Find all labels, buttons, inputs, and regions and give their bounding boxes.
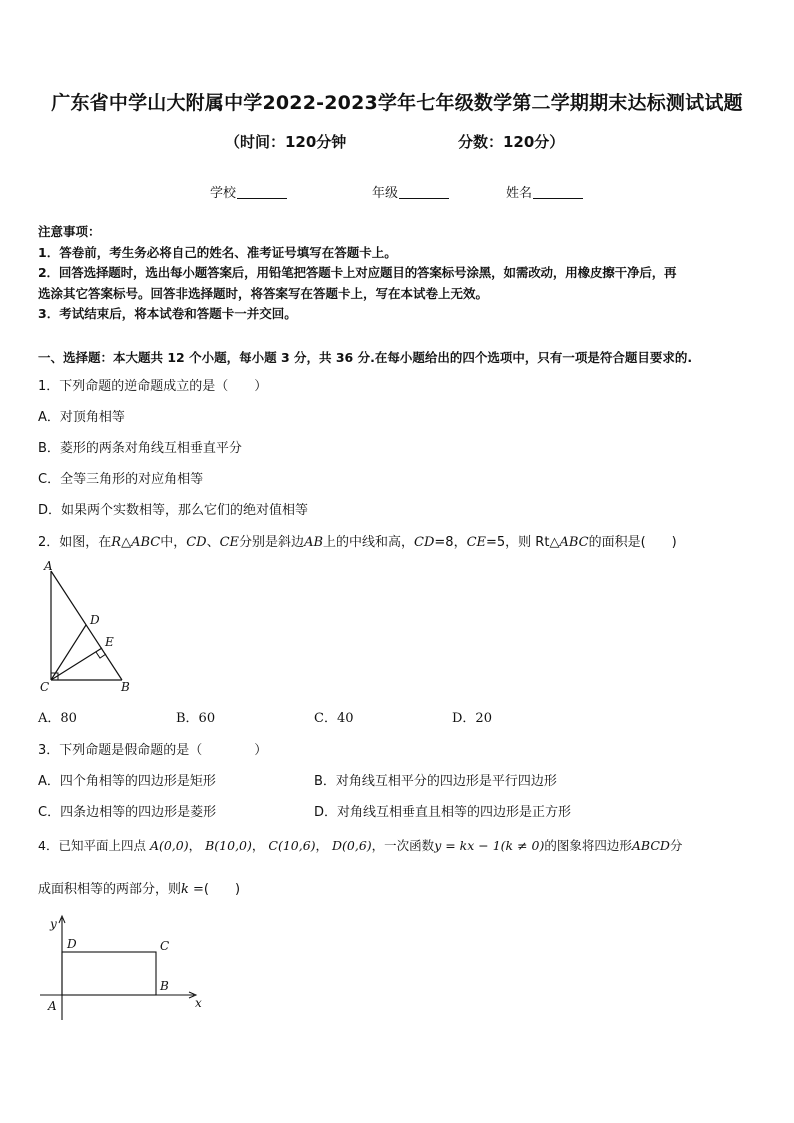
q2-math: AB [304, 535, 324, 550]
exam-score: 分数：120分） [458, 133, 565, 151]
q2-text: 上的中线和高， [323, 535, 415, 550]
q1-option-b: B．菱形的两条对角线互相垂直平分 [38, 441, 242, 456]
school-blank [237, 186, 287, 199]
label-x: x [195, 996, 202, 1010]
note-item: 选涂其它答案标号。回答非选择题时，将答案写在答题卡上，写在本试卷上无效。 [38, 285, 489, 301]
q4-text: ，一次函数 [371, 838, 435, 853]
school-label: 学校 [210, 186, 237, 201]
q2-triangle-figure [36, 558, 146, 698]
name-field [506, 182, 583, 201]
q4-point-a: A(0,0) [149, 838, 189, 853]
grade-field [372, 182, 449, 201]
q1-option-c: C．全等三角形的对应角相等 [38, 472, 204, 487]
q4-point-b: B(10,0) [205, 838, 252, 853]
q4-stem-line1: 4．已知平面上四点 A(0,0)， B(10,0)， C(10,6)， D(0,6)，一次函数y = kx − 1(k ≠ 0)的图象将四边形ABCD分 [38, 838, 683, 853]
q2-option-c: C．40 [314, 711, 354, 726]
q2-option-d: D．20 [452, 711, 492, 726]
label-b: B [121, 680, 130, 694]
q4-function: y = kx − 1(k ≠ 0) [434, 838, 545, 853]
q1-option-d: D．如果两个实数相等，那么它们的绝对值相等 [38, 503, 309, 518]
label-b: B [160, 979, 169, 993]
grade-label: 年级 [372, 186, 399, 201]
note-item: 2．回答选择题时，选出每小题答案后，用铅笔把答题卡上对应题目的答案标号涂黑，如需改动，用橡皮擦干净后，再 [38, 265, 677, 280]
q4-coordinate-figure [36, 912, 206, 1024]
q2-math: ABC [559, 535, 589, 550]
label-d: D [90, 613, 100, 627]
notes-heading: 注意事项： [38, 224, 101, 239]
q2-option-b: B．60 [176, 711, 216, 726]
q3-option-a: A．四个角相等的四边形是矩形 [38, 774, 216, 789]
q2-math: CD [414, 535, 435, 550]
q2-text: 中， [160, 535, 187, 550]
q4-text: 成面积相等的两部分，则 [38, 882, 182, 897]
q2-math: CD [186, 535, 207, 550]
q2-stem [38, 531, 677, 550]
q2-text: 分别是斜边 [239, 535, 305, 550]
grade-blank [399, 186, 449, 199]
notes [38, 222, 760, 325]
q4-point-d: D(0,6) [332, 838, 372, 853]
name-blank [533, 186, 583, 199]
q2-math: R△ABC [111, 535, 161, 550]
note-item: 1．答卷前，考生务必将自己的姓名、准考证号填写在答题卡上。 [38, 244, 397, 260]
label-c: C [160, 939, 170, 953]
page-title: 广东省中学山大附属中学2022-2023学年七年级数学第二学期期末达标测试试题 [51, 92, 743, 114]
label-c: C [40, 680, 50, 694]
q2-text: 2．如图，在 [38, 535, 112, 550]
label-y: y [50, 917, 57, 931]
label-d: D [67, 937, 77, 951]
q2-math: CE [219, 535, 240, 550]
rectangle-abcd [62, 952, 156, 995]
q1-stem: 1．下列命题的逆命题成立的是（ ） [38, 379, 268, 394]
section-heading: 一、选择题：本大题共 12 个小题，每小题 3 分，共 36 分.在每小题给出的四个选项中，只有一项是符合题目要求的. [38, 350, 693, 365]
q2-text: 的面积是( ) [588, 535, 677, 550]
q4-text: 的图象将四边形 [544, 838, 632, 853]
q4-quad: ABCD [631, 838, 670, 853]
q2-text: =8， [434, 535, 467, 550]
q4-text: 分 [669, 838, 683, 853]
q3-option-b: B．对角线互相平分的四边形是平行四边形 [314, 774, 557, 789]
segment-ce [51, 648, 102, 680]
q4-text: 4．已知平面上四点 [38, 838, 146, 853]
q3-stem: 3．下列命题是假命题的是（ ） [38, 743, 268, 758]
q4-text: ( ) [203, 882, 241, 897]
note-item: 3．考试结束后，将本试卷和答题卡一并交回。 [38, 306, 297, 321]
q4-k: k = [181, 882, 204, 897]
q2-option-a: A．80 [38, 711, 77, 726]
q1-option-a: A．对顶角相等 [38, 410, 125, 425]
name-label: 姓名 [506, 186, 533, 201]
label-e: E [105, 635, 114, 649]
q2-math: CE [466, 535, 487, 550]
q4-stem-line2 [38, 878, 240, 897]
q2-text: =5，则 Rt△ [486, 535, 560, 550]
segment-cd [51, 625, 86, 680]
q4-point-c: C(10,6) [268, 838, 316, 853]
q3-option-c: C．四条边相等的四边形是菱形 [38, 805, 217, 820]
label-a: A [44, 559, 53, 573]
q3-option-d: D．对角线互相垂直且相等的四边形是正方形 [314, 805, 572, 820]
exam-time: （时间：120分钟 [225, 133, 347, 151]
school-field [210, 182, 287, 201]
label-a: A [48, 999, 57, 1013]
q2-text: 、 [206, 535, 220, 550]
